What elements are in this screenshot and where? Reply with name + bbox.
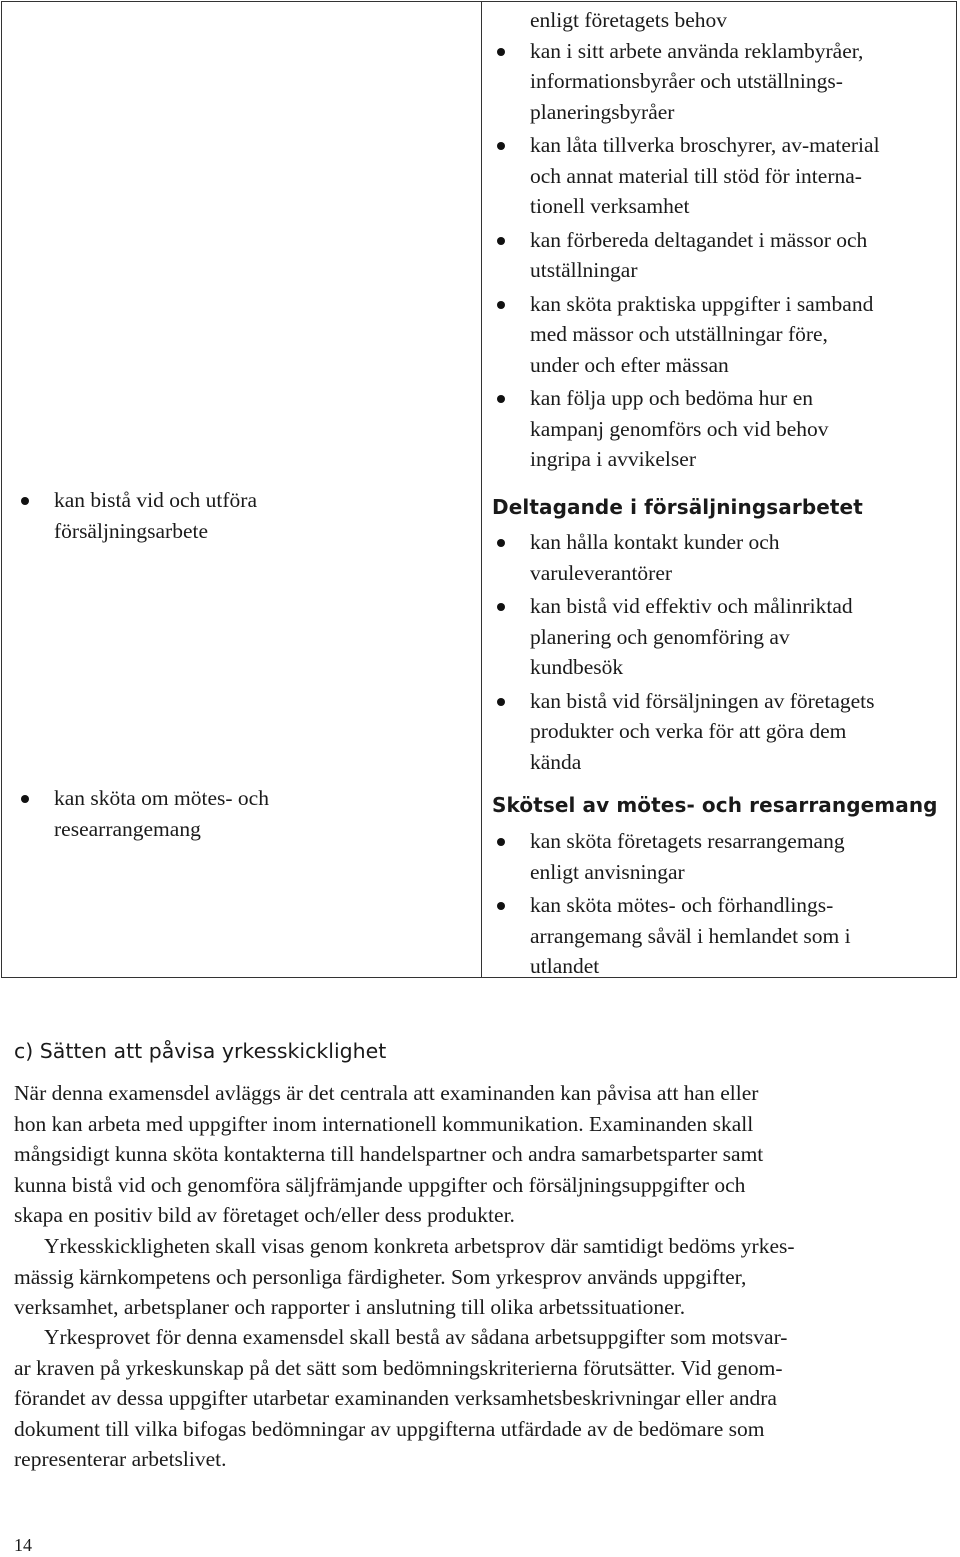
list-item — [54, 485, 474, 546]
bullet-icon — [497, 142, 505, 150]
item-line: kända — [530, 749, 582, 774]
item-line: kan bistå vid försäljningen av företagets — [530, 688, 875, 713]
item-line: kampanj genomförs och vid behov — [530, 416, 829, 441]
paragraph-line: mångsidigt kunna sköta kontakterna till handelspartner och andra samarbetsparter samt — [14, 1142, 764, 1166]
list-item — [530, 686, 950, 778]
paragraph-line: Yrkesprovet för denna examensdel skall bestå av sådana arbetsuppgifter som motsvar- — [44, 1325, 788, 1349]
item-line: kan sköta praktiska uppgifter i samband — [530, 291, 874, 316]
page-number: 14 — [14, 1535, 32, 1555]
list-item — [530, 36, 950, 128]
list-item — [530, 225, 950, 286]
item-line: kan sköta mötes- och förhandlings- — [530, 893, 834, 917]
bullet-icon — [497, 237, 505, 245]
item-line: under och efter mässan — [530, 352, 729, 377]
item-line: planering och genomföring av — [530, 624, 790, 649]
paragraph-line: skapa en positiv bild av företaget och/eller dess produkter. — [14, 1203, 515, 1227]
item-line: tionell verksamhet — [530, 194, 690, 218]
item-line: kan sköta företagets resarrangemang — [530, 829, 845, 853]
paragraph-line: kunna bistå vid och genomföra säljfrämjande uppgifter och försäljningsuppgifter och — [14, 1172, 746, 1197]
criteria-top-block — [530, 5, 950, 478]
left-item-meetings — [54, 783, 474, 844]
bullet-icon — [497, 698, 505, 706]
item-line: planeringsbyråer — [530, 99, 675, 124]
item-line: kan låta tillverka broschyrer, av-material — [530, 133, 880, 157]
list-item — [530, 826, 950, 887]
item-line: varuleverantörer — [530, 560, 673, 585]
left-item-sales-support — [54, 485, 474, 546]
list-item — [530, 130, 950, 222]
left-column — [2, 2, 480, 977]
list-item — [54, 783, 474, 844]
item-line: utställningar — [530, 258, 638, 282]
item-line: kan hålla kontakt kunder och — [530, 530, 780, 554]
item-line: försäljningsarbete — [54, 518, 209, 543]
criteria-meetings-block — [530, 826, 950, 985]
paragraph-3 — [14, 1322, 946, 1475]
criteria-sales-block — [530, 527, 950, 780]
bullet-icon — [21, 795, 29, 803]
item-line: kan bistå vid effektiv och målinriktad — [530, 594, 853, 618]
bullet-icon — [497, 301, 505, 309]
bullet-icon — [497, 902, 505, 910]
heading-meetings: Skötsel av mötes- och resarrangemang — [492, 793, 938, 817]
list-item — [530, 527, 950, 588]
list-item — [530, 890, 950, 982]
competence-table — [1, 1, 957, 978]
heading-sales-participation: Deltagande i försäljningsarbetet — [492, 495, 863, 519]
criteria-list-sales — [530, 527, 950, 777]
paragraph-line: Yrkesskickligheten skall visas genom konkreta arbetsprov där samtidigt bedöms yrkes- — [44, 1234, 795, 1258]
paragraph-2 — [14, 1231, 946, 1323]
bullet-icon — [21, 497, 29, 505]
bullet-icon — [497, 48, 505, 56]
item-line: och annat material till stöd för interna- — [530, 163, 862, 188]
bullet-icon — [497, 838, 505, 846]
list-item — [530, 383, 950, 475]
section-title: c) Sätten att påvisa yrkesskicklighet — [14, 1039, 387, 1063]
item-line: kan följa upp och bedöma hur en — [530, 386, 813, 410]
item-line: enligt anvisningar — [530, 859, 685, 884]
paragraph-line: ar kraven på yrkeskunskap på det sätt som bedömningskriterierna förutsätter. Vid genom- — [14, 1355, 783, 1380]
item-line: kan i sitt arbete använda reklambyråer, — [530, 38, 864, 63]
item-line: kan bistå vid och utföra — [54, 488, 258, 512]
criteria-list-top — [530, 36, 950, 475]
item-line: med mässor och utställningar före, — [530, 322, 828, 346]
list-item — [530, 591, 950, 683]
right-column — [482, 2, 956, 977]
paragraph-line: mässig kärnkompetens och personliga färdigheter. Som yrkesprov används uppgifter, — [14, 1264, 747, 1289]
bullet-icon — [497, 603, 505, 611]
criteria-list-meetings — [530, 826, 950, 982]
paragraph-line: förandet av dessa uppgifter utarbetar examinanden verksamhetsbeskrivningar eller andra — [14, 1386, 777, 1410]
item-line: kundbesök — [530, 655, 624, 679]
paragraph-line: hon kan arbeta med uppgifter inom internationell kommunikation. Examinanden skall — [14, 1111, 754, 1136]
item-line: arrangemang såväl i hemlandet som i — [530, 923, 851, 948]
item-line: utlandet — [530, 954, 600, 978]
paragraph-line: dokument till vilka bifogas bedömningar av uppgifterna utfärdade av de bedömare som — [14, 1416, 765, 1441]
item-line: kan förbereda deltagandet i mässor och — [530, 227, 868, 252]
paragraph-line: verksamhet, arbetsplaner och rapporter i anslutning till olika arbetssituationer. — [14, 1295, 686, 1319]
paragraph-line: representerar arbetslivet. — [14, 1447, 227, 1471]
item-line: ingripa i avvikelser — [530, 447, 696, 471]
paragraph-line: När denna examensdel avläggs är det centrala att examinanden kan påvisa att han eller — [14, 1081, 759, 1105]
item-line: researrangemang — [54, 816, 201, 841]
item-line: produkter och verka för att göra dem — [530, 719, 847, 743]
paragraph-1 — [14, 1078, 946, 1231]
item-line: informationsbyråer och utställnings- — [530, 69, 843, 93]
bullet-icon — [497, 395, 505, 403]
bullet-icon — [497, 539, 505, 547]
item-line: kan sköta om mötes- och — [54, 786, 269, 810]
intro-line: enligt företagets behov — [530, 8, 728, 32]
list-item — [530, 289, 950, 381]
